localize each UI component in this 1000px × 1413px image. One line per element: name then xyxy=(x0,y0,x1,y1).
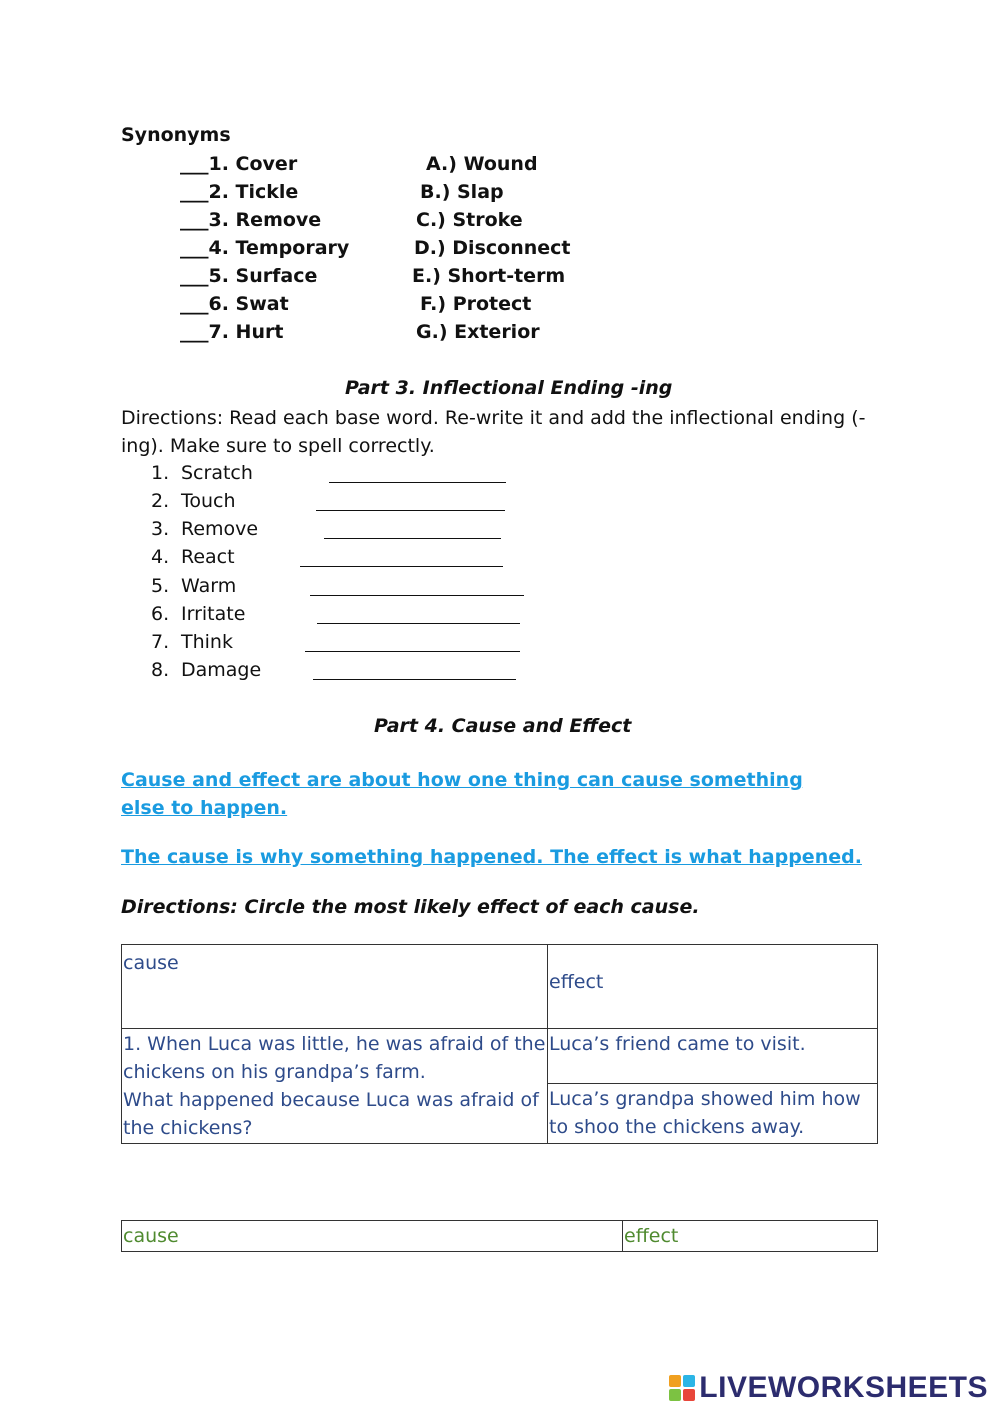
base-word: React xyxy=(181,546,235,568)
synonym-word: ___2. Tickle xyxy=(180,181,299,203)
synonym-word: ___7. Hurt xyxy=(180,321,284,343)
item-number: 3. xyxy=(151,518,170,540)
answer-line[interactable] xyxy=(329,482,506,483)
answer-line[interactable] xyxy=(324,538,501,539)
answer-line[interactable] xyxy=(316,510,505,511)
part3-directions: Directions: Read each base word. Re-write it and add the inflectional ending (-ing). Make sure to spell correctly. xyxy=(121,407,866,457)
cause-question: What happened because Luca was afraid of the chickens? xyxy=(123,1089,539,1139)
base-word: Think xyxy=(181,631,233,653)
answer-line[interactable] xyxy=(300,566,503,567)
synonyms-title: Synonyms xyxy=(121,124,231,146)
synonym-word: ___6. Swat xyxy=(180,293,289,315)
item-number: 1. xyxy=(151,462,170,484)
item-number: 4. xyxy=(151,546,170,568)
synonym-word: ___4. Temporary xyxy=(180,237,350,259)
synonym-option: F.) Protect xyxy=(420,293,532,315)
logo-text: LIVEWORKSHEETS xyxy=(699,1371,988,1404)
synonym-option: D.) Disconnect xyxy=(414,237,571,259)
answer-line[interactable] xyxy=(310,595,524,596)
base-word: Damage xyxy=(181,659,262,681)
liveworksheets-logo xyxy=(669,1371,988,1405)
synonym-option: G.) Exterior xyxy=(416,321,540,343)
part4-title: Part 4. Cause and Effect xyxy=(374,715,632,737)
item-number: 7. xyxy=(151,631,170,653)
cause-effect-explanation: The cause is why something happened. The effect is what happened. xyxy=(121,846,862,868)
synonym-option: B.) Slap xyxy=(420,181,504,203)
effect-option[interactable]: Luca’s friend came to visit. xyxy=(548,1029,878,1084)
item-number: 2. xyxy=(151,490,170,512)
base-word: Touch xyxy=(181,490,236,512)
cause-effect-table-2 xyxy=(121,1220,878,1252)
item-number: 8. xyxy=(151,659,170,681)
synonym-option: E.) Short-term xyxy=(412,265,566,287)
part3-title: Part 3. Inflectional Ending -ing xyxy=(345,377,673,399)
answer-line[interactable] xyxy=(313,679,516,680)
base-word: Remove xyxy=(181,518,259,540)
cause-cell xyxy=(122,1029,548,1144)
cause-header: cause xyxy=(122,945,548,1029)
effect-option[interactable]: Luca’s grandpa showed him how to shoo the chickens away. xyxy=(548,1084,878,1144)
effect-header: effect xyxy=(623,1221,878,1252)
cause-statement: 1. When Luca was little, he was afraid of the chickens on his grandpa’s farm. xyxy=(123,1033,546,1083)
logo-icon xyxy=(669,1375,695,1401)
cause-header: cause xyxy=(122,1221,623,1252)
answer-line[interactable] xyxy=(317,623,520,624)
synonym-word: ___3. Remove xyxy=(180,209,322,231)
cause-effect-definition: Cause and effect are about how one thing can cause something else to happen. xyxy=(121,769,803,819)
base-word: Warm xyxy=(181,575,237,597)
effect-header: effect xyxy=(548,945,878,1029)
item-number: 6. xyxy=(151,603,170,625)
base-word: Irritate xyxy=(181,603,246,625)
synonym-option: A.) Wound xyxy=(426,153,538,175)
cause-effect-table xyxy=(121,944,878,1144)
synonym-option: C.) Stroke xyxy=(416,209,523,231)
answer-line[interactable] xyxy=(305,651,520,652)
synonym-word: ___1. Cover xyxy=(180,153,298,175)
item-number: 5. xyxy=(151,575,170,597)
synonym-word: ___5. Surface xyxy=(180,265,318,287)
base-word: Scratch xyxy=(181,462,253,484)
part4-directions: Directions: Circle the most likely effect of each cause. xyxy=(121,896,700,918)
